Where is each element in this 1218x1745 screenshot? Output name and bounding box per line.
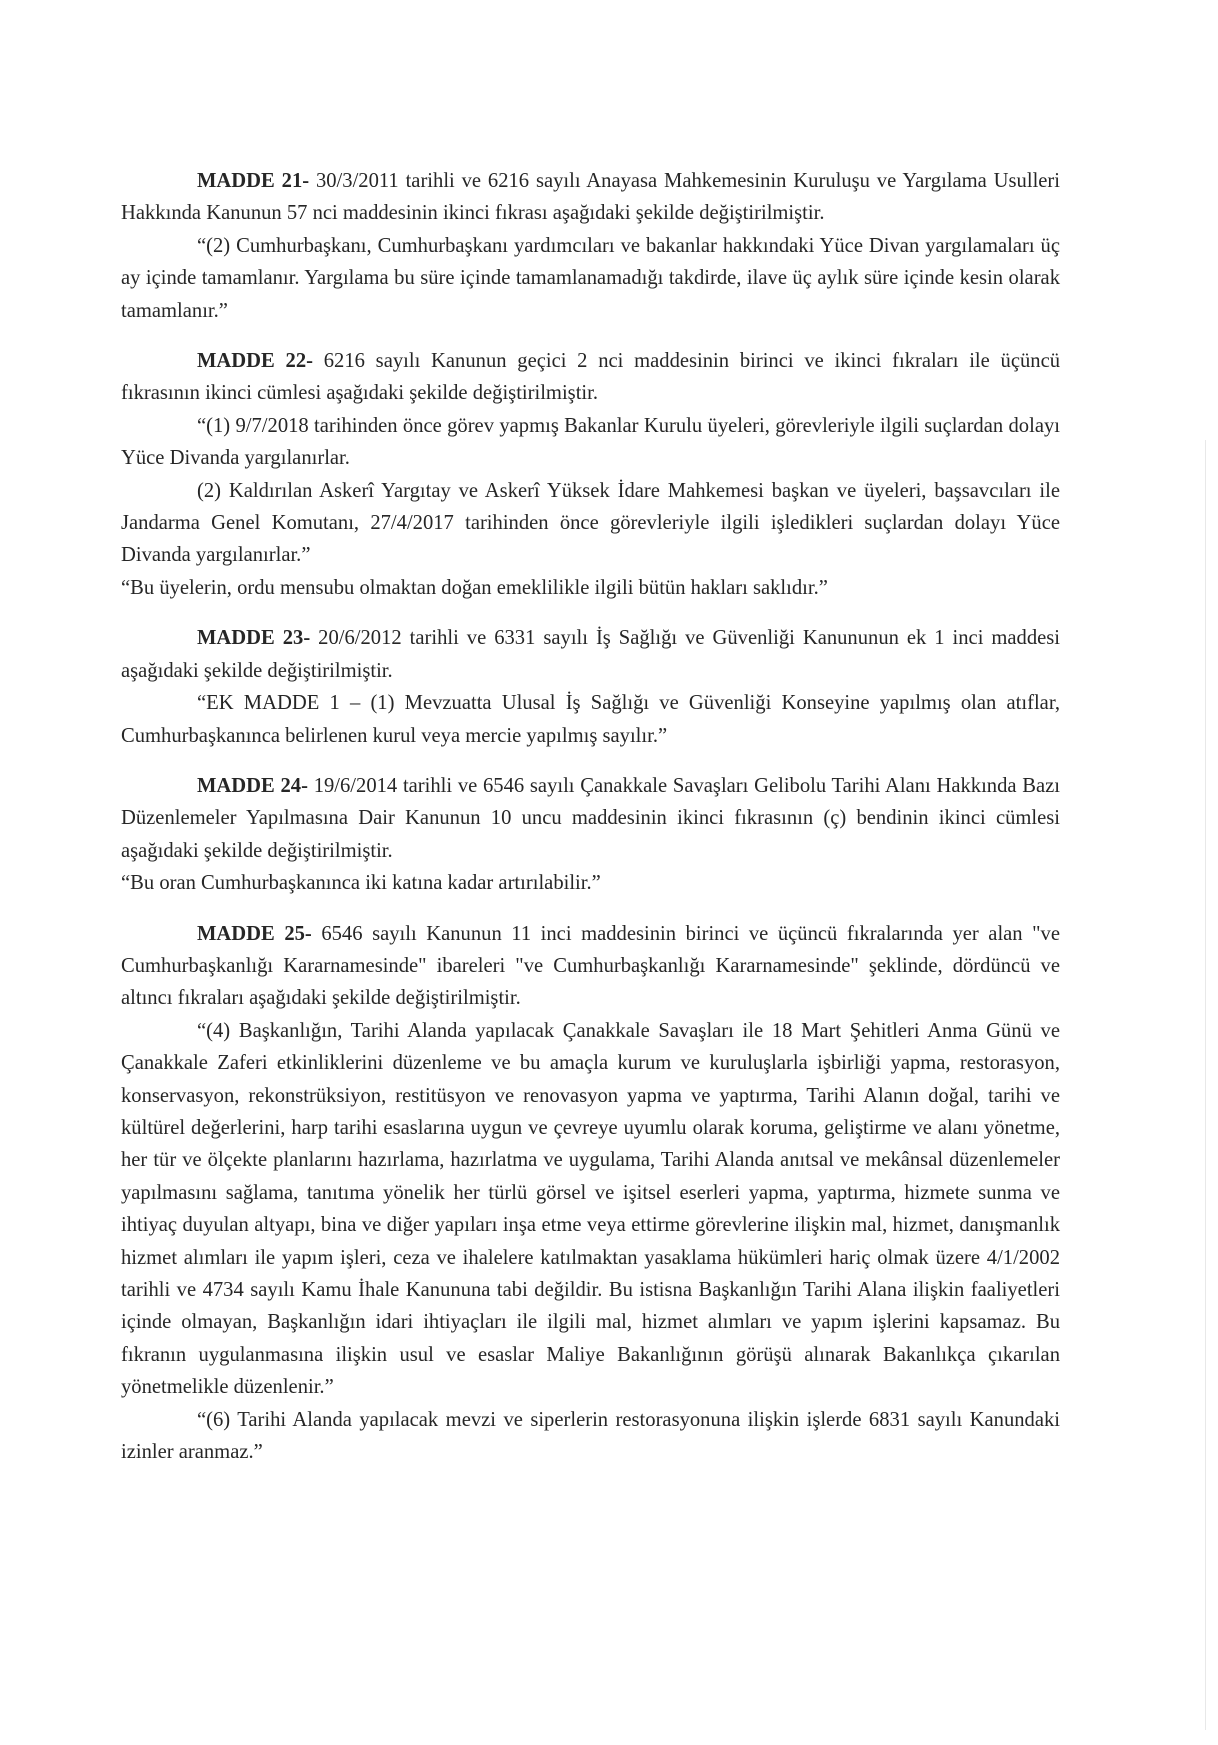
article-22-heading: MADDE 22- xyxy=(197,350,313,373)
article-25-intro-text: 6546 sayılı Kanunun 11 inci maddesinin birinci ve üçüncü fıkralarında yer alan "ve Cumhurbaşkanlığı Kararnamesinde" ibareleri "ve Cumhurbaşkanlığı Kararnamesinde" şeklinde, dördüncü ve altıncı fıkraları aşağıdaki şekilde değiştirilmiştir. xyxy=(121,922,1060,1010)
article-22-intro-text: 6216 sayılı Kanunun geçici 2 nci maddesinin birinci ve ikinci fıkraları ile üçüncü fıkrasının ikinci cümlesi aşağıdaki şekilde değiştirilmiştir. xyxy=(121,350,1061,405)
document-body xyxy=(121,165,1060,1468)
article-21-intro-text: 30/3/2011 tarihli ve 6216 sayılı Anayasa Mahkemesinin Kuruluşu ve Yargılama Usulleri Hakkında Kanunun 57 nci maddesinin ikinci fıkrası aşağıdaki şekilde değiştirilmiştir. xyxy=(121,170,1061,225)
article-23-heading: MADDE 23- xyxy=(197,627,311,650)
article-24-amended-text: “Bu oran Cumhurbaşkanınca iki katına kadar artırılabilir.” xyxy=(121,872,601,895)
article-25-heading: MADDE 25- xyxy=(197,922,312,945)
article-25-clause-6: “(6) Tarihi Alanda yapılacak mevzi ve siperlerin restorasyonuna ilişkin işlerde 6831 sayılı Kanundaki izinler aranmaz.” xyxy=(121,1408,1060,1464)
article-23-intro xyxy=(121,622,1060,687)
article-24-intro-text: 19/6/2014 tarihli ve 6546 sayılı Çanakkale Savaşları Gelibolu Tarihi Alanı Hakkında Bazı Düzenlemeler Yapılmasına Dair Kanunun 10 uncu maddesinin ikinci fıkrasının (ç) bendinin ikinci cümlesi aşağıdaki şekilde değiştirilmiştir. xyxy=(121,774,1060,862)
article-22-intro xyxy=(121,345,1060,410)
article-21-heading: MADDE 21- xyxy=(197,170,310,192)
article-21-intro xyxy=(121,165,1060,230)
scan-edge-line xyxy=(1205,440,1206,1730)
article-24-heading: MADDE 24- xyxy=(197,774,308,797)
article-25-intro xyxy=(121,918,1060,1015)
article-22-clause-1: “(1) 9/7/2018 tarihinden önce görev yapmış Bakanlar Kurulu üyeleri, görevleriyle ilgili suçlardan dolayı Yüce Divanda yargılanırlar. xyxy=(121,414,1060,470)
article-22-clause-3: “Bu üyelerin, ordu mensubu olmaktan doğan emeklilikle ilgili bütün hakları saklıdır.” xyxy=(121,576,828,599)
article-23-intro-text: 20/6/2012 tarihli ve 6331 sayılı İş Sağlığı ve Güvenliği Kanununun ek 1 inci maddesi aşağıdaki şekilde değiştirilmiştir. xyxy=(121,627,1061,682)
article-24-intro xyxy=(121,770,1060,867)
article-22-clause-2: (2) Kaldırılan Askerî Yargıtay ve Askerî Yüksek İdare Mahkemesi başkan ve üyeleri, başsavcıları ile Jandarma Genel Komutanı, 27/4/2017 tarihinden önce görevleriyle ilgili işledikleri suçlardan dolayı Yüce Divanda yargılanırlar.” xyxy=(121,479,1060,567)
article-21-amended-text: “(2) Cumhurbaşkanı, Cumhurbaşkanı yardımcıları ve bakanlar hakkındaki Yüce Divan yargılamaları üç ay içinde tamamlanır. Yargılama bu süre içinde tamamlanamadığı takdirde, ilave üç aylık süre içinde kesin olarak tamamlanır.” xyxy=(121,234,1060,322)
article-25-clause-4: “(4) Başkanlığın, Tarihi Alanda yapılacak Çanakkale Savaşları ile 18 Mart Şehitleri Anma Günü ve Çanakkale Zaferi etkinliklerini düzenleme ve bu amaçla kurum ve kuruluşlarla işbirliği yapma, restorasyon, konservasyon, rekonstrüksiyon, restitüsyon ve renovasyon yapma ve yaptırma, Tarihi Alanın doğal, tarihi ve kültürel değerlerini, harp tarihi esaslarına uygun ve çevreye uyumlu olarak koruma, geliştirme ve alanı yönetme, her tür ve ölçekte planlarını hazırlama, hazırlatma ve uygulama, Tarihi Alanda anıtsal ve mekânsal düzenlemeler yapılmasını sağlama, tanıtıma yönelik her türlü görsel ve işitsel eserleri yapma, yaptırma, hizmete sunma ve ihtiyaç duyulan altyapı, bina ve diğer yapıları inşa etme veya ettirme görevlerine ilişkin mal, hizmet, danışmanlık hizmet alımları ile yapım işleri, ceza ve ihalelere katılmaktan yasaklama hükümleri hariç olmak üzere 4/1/2002 tarihli ve 4734 sayılı Kamu İhale Kanununa tabi değildir. Bu istisna Başkanlığın Tarihi Alana ilişkin faaliyetleri içinde olmayan, Başkanlığın idari ihtiyaçları ile ilgili mal, hizmet alımları ve yapım işlerini kapsamaz. Bu fıkranın uygulanmasına ilişkin usul ve esaslar Maliye Bakanlığının görüşü alınarak Bakanlıkça çıkarılan yönetmelikle düzenlenir.” xyxy=(121,1019,1060,1399)
article-23-amended-text: “EK MADDE 1 – (1) Mevzuatta Ulusal İş Sağlığı ve Güvenliği Konseyine yapılmış olan atıflar, Cumhurbaşkanınca belirlenen kurul veya mercie yapılmış sayılır.” xyxy=(121,692,1060,747)
